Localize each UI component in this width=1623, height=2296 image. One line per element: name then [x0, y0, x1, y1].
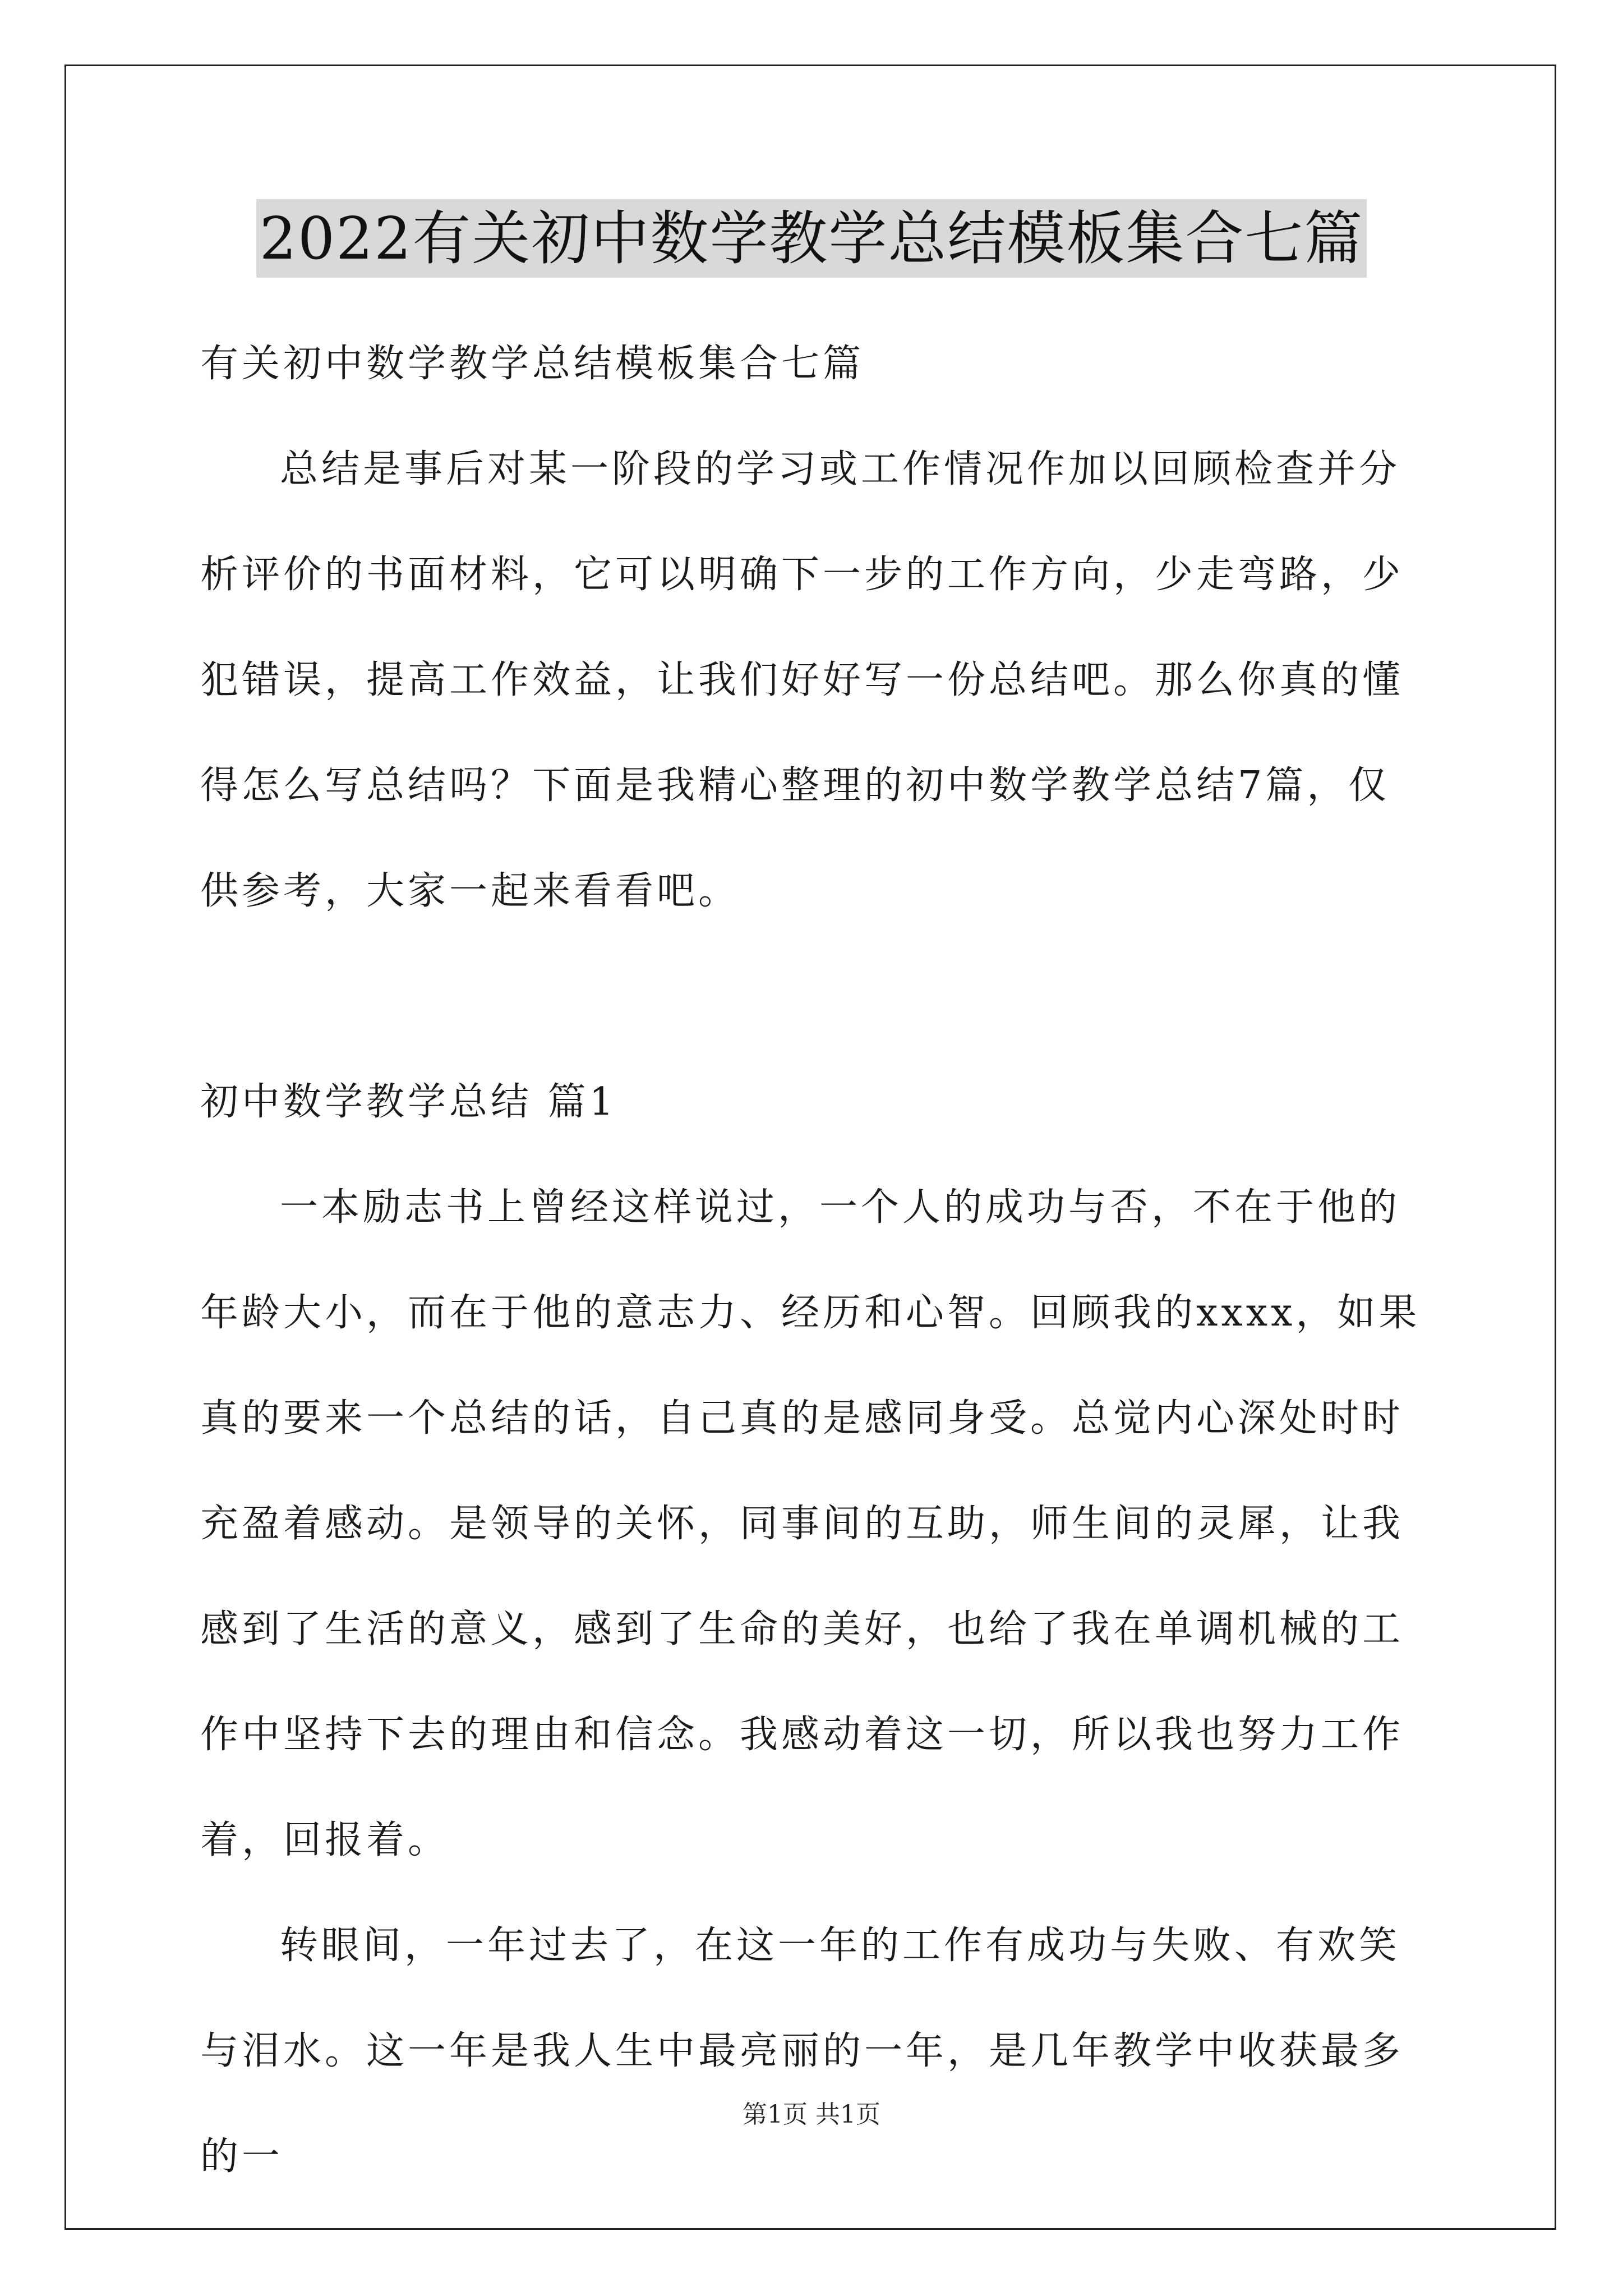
document-title: 2022有关初中数学教学总结模板集合七篇 [256, 199, 1367, 278]
body-paragraph: 转眼间，一年过去了，在这一年的工作有成功与失败、有欢笑与泪水。这一年是我人生中最亮丽的一年，是几年教学中收获最多的一 [200, 1924, 1404, 2179]
intro-paragraph: 总结是事后对某一阶段的学习或工作情况作加以回顾检查并分析评价的书面材料，它可以明确下一步的工作方向，少走弯路，少犯错误，提高工作效益，让我们好好写一份总结吧。那么你真的懂得怎么写总结吗？下面是我精心整理的初中数学教学总结7篇，仅供参考，大家一起来看看吧。 [200, 447, 1404, 913]
document-subtitle: 有关初中数学教学总结模板集合七篇 [200, 342, 865, 386]
section-heading: 初中数学教学总结 篇1 [200, 1080, 617, 1124]
document-body [200, 311, 1423, 2210]
paragraph-spacer [200, 944, 1423, 1050]
page-footer: 第1页 共1页 [743, 2100, 880, 2129]
title-container [0, 199, 1623, 278]
body-paragraph: 一本励志书上曾经这样说过，一个人的成功与否，不在于他的年龄大小，而在于他的意志力、经历和心智。回顾我的xxxx，如果真的要来一个总结的话，自己真的是感同身受。总觉内心深处时时充盈着感动。是领导的关怀，同事间的互助，师生间的灵犀，让我感到了生活的意义，感到了生命的美好，也给了我在单调机械的工作中坚持下去的理由和信念。我感动着这一切，所以我也努力工作着，回报着。 [200, 1185, 1421, 1862]
